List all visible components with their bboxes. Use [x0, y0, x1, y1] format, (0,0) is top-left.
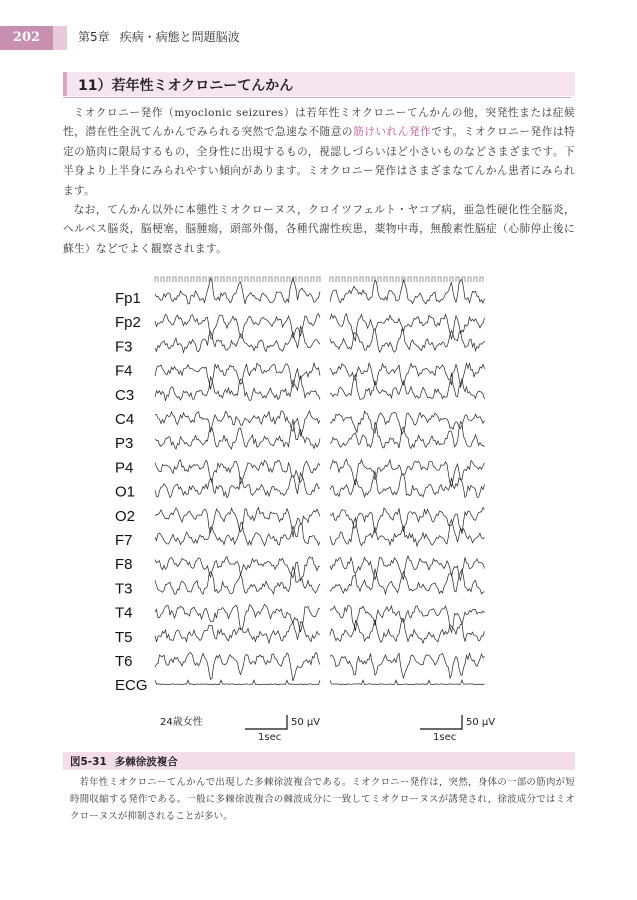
body-text	[63, 104, 575, 259]
time-scale-label: 1sec	[433, 732, 457, 743]
paragraph-2: なお，てんかん以外に本態性ミオクローヌス，クロイツフェルト・ヤコブ病，亜急性硬化性全脳炎，ヘルペス脳炎，脳梗塞，脳腫瘍，頭部外傷，各種代謝性疾患，薬物中毒，無酸素性脳症（心肺停止後に蘇生）などでよく観察されます。	[63, 204, 575, 255]
channel-label: P4	[115, 459, 134, 477]
paragraph-1-text-a: ミオクロニー発作（myoclonic seizures）は若年性ミオクロニーてんかんの他，突発性または症候性，潜在性全汎てんかんでみられる突然で急速な不随意の	[63, 107, 575, 139]
scale-bar-2	[420, 715, 462, 729]
channel-label: T6	[115, 653, 133, 670]
trace-f3-2	[330, 329, 485, 352]
amplitude-scale-label: 50 μV	[291, 717, 321, 728]
channel-label: Fp2	[115, 314, 141, 332]
channel-label: F7	[115, 532, 133, 549]
trace-t3-2	[330, 569, 485, 594]
figure-title: 多棘徐波複合	[114, 756, 178, 768]
trace-o1-1	[155, 473, 320, 498]
highlight-term: 筋けいれん発作	[353, 126, 432, 139]
trace-c3-2	[330, 373, 485, 399]
trace-c4-1	[155, 411, 320, 436]
trace-f4-2	[330, 363, 485, 388]
figure-caption: 若年性ミオクロニーてんかんで出現した多棘徐波複合である。ミオクロニー発作は，突然，身体の一部の筋肉が短時間収縮する発作である。一般に多棘徐波複合の棘波成分に一致してミオクローヌスが誘発され，徐波成分ではミオクローヌスが抑制されることが多い。	[70, 777, 575, 822]
eeg-figure	[115, 272, 515, 747]
trace-p3-1	[155, 419, 320, 449]
channel-label: O1	[115, 483, 136, 501]
trace-c3-1	[155, 375, 320, 401]
section-title: 11）若年性ミオクロニーてんかん	[78, 78, 294, 94]
channel-label: C4	[115, 411, 135, 428]
trace-t4-2	[330, 606, 485, 633]
time-scale-label: 1sec	[258, 732, 282, 743]
channel-label: F8	[115, 556, 133, 574]
trace-p4-2	[330, 459, 485, 486]
trace-ecg-1	[155, 680, 320, 684]
channel-label: Fp1	[115, 290, 141, 307]
trace-t4-1	[155, 604, 320, 632]
marker-row-1	[155, 277, 320, 282]
patient-label: 24歳女性	[160, 717, 203, 728]
channel-label: T3	[115, 580, 133, 598]
channel-label: P3	[115, 435, 134, 453]
paragraph-1	[63, 104, 575, 201]
page-number-tab	[53, 26, 67, 50]
channel-label: T5	[115, 628, 133, 646]
scale-bar-1	[245, 715, 287, 729]
channel-label: F4	[115, 362, 133, 380]
section-rule	[63, 97, 571, 98]
page-number: 202	[0, 26, 53, 50]
running-head	[78, 28, 250, 45]
trace-t6-2	[330, 653, 485, 678]
trace-fp1-2	[330, 280, 485, 304]
figure-label	[70, 754, 178, 769]
chapter-number: 第5章	[78, 30, 110, 44]
chapter-title: 疾病・病態と問題脳波	[119, 30, 240, 44]
channel-label: T4	[115, 604, 133, 622]
amplitude-scale-label: 50 μV	[466, 717, 496, 728]
channel-label: F3	[115, 338, 133, 356]
trace-p4-1	[155, 460, 320, 484]
channel-label: ECG	[115, 677, 148, 695]
paragraph-1-text-b: です。ミオクロニー発作は特定の筋肉に限局するもの，全身性に出現するもの，視認しづらいほど小さいものなどさまざまです。下半身より上半身にみられやすい傾向があります。ミオクロニー発作はさまざまなてんかん患者にみられます。	[63, 126, 575, 197]
trace-t6-1	[155, 653, 320, 681]
channel-label: O2	[115, 507, 136, 525]
trace-fp2-1	[155, 314, 320, 339]
trace-ecg-2	[330, 680, 485, 684]
trace-t5-1	[155, 622, 320, 644]
trace-fp1-1	[155, 278, 320, 304]
trace-t3-1	[155, 567, 320, 595]
channel-label: C3	[115, 386, 135, 404]
figure-number: 図5-31	[70, 756, 107, 768]
trace-p3-2	[330, 422, 485, 449]
